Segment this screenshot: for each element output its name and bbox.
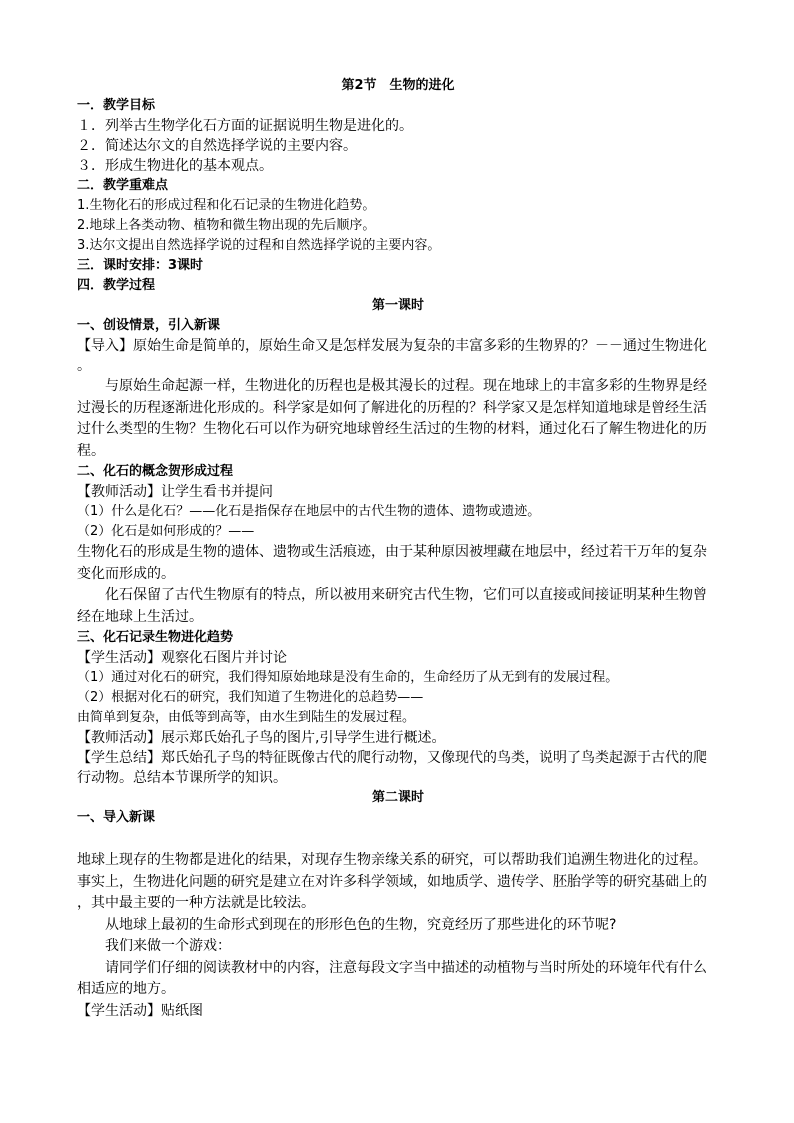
paragraph-line: 从地球上最初的生命形式到现在的形形色色的生物，究竟经历了那些进化的环节呢?: [105, 916, 617, 933]
paragraph-line: 事实上，生物进化问题的研究是建立在对许多科学领域，如地质学、遗传学、胚胎学等的研究基础上的: [77, 873, 707, 890]
teacher-activity: 【教师活动】展示郑氏始孔子鸟的图片,引导学生进行概述。: [77, 730, 446, 746]
question-line: （1）什么是化石？——化石是指保存在地层中的古代生物的遗体、遗物或遗迹。: [77, 504, 541, 519]
blank-gap: [77, 828, 719, 850]
paragraph-line: 生物化石的形成是生物的遗体、遗物或生活痕迹，由于某种原因被埋藏在地层中，经过若干万年的复杂: [77, 544, 707, 560]
lesson2-section1-heading: 一、导入新课: [77, 810, 156, 825]
keypoint-item: 2.地球上各类动物、植物和微生物出现的先后顺序。: [77, 218, 376, 233]
paragraph-line: 相适应的地方。: [77, 981, 175, 997]
lesson1-title: 第一课时: [371, 298, 424, 313]
paragraph-line: 变化而形成的。: [77, 565, 175, 582]
student-activity: 【学生活动】观察化石图片并讨论: [77, 650, 287, 666]
teacher-activity: 【教师活动】让学生看书并提问: [77, 484, 273, 500]
keypoint-item: 1.生物化石的形成过程和化石记录的生物进化趋势。: [77, 198, 376, 213]
objective-item: ２．简述达尔文的自然选择学说的主要内容。: [77, 138, 357, 154]
result-line: （2）根据对化石的研究，我们知道了生物进化的总趋势——: [77, 690, 424, 705]
result-line: 由简单到复杂，由低等到高等，由水生到陆生的发展过程。: [77, 710, 416, 725]
document-page: [77, 76, 719, 1021]
keypoint-item: 3.达尔文提出自然选择学说的过程和自然选择学说的主要内容。: [77, 238, 441, 253]
objective-item: ３．形成生物进化的基本观点。: [77, 158, 273, 174]
paragraph-line: 地球上现存的生物都是进化的结果，对现存生物亲缘关系的研究，可以帮助我们追溯生物进化的过程。: [77, 852, 707, 868]
paragraph-line: 经在地球上生活过。: [77, 608, 203, 625]
paragraph-line: 我们来做一个游戏：: [105, 938, 231, 954]
paragraph-line: 请同学们仔细的阅读教材中的内容，注意每段文字当中描述的动植物与当时所处的环境年代有什么: [105, 959, 707, 976]
paragraph-line: ，其中最主要的一种方法就是比较法。: [77, 895, 315, 911]
student-activity: 【学生活动】贴纸图: [77, 1002, 203, 1019]
result-line: （1）通过对化石的研究，我们得知原始地球是没有生命的，生命经历了从无到有的发展过程。: [77, 670, 619, 685]
lesson1-section3-heading: 三、化石记录生物进化趋势: [77, 630, 234, 645]
student-summary-line: 行动物。总结本节课所学的知识。: [77, 770, 287, 786]
paragraph-line: 与原始生命起源一样，生物进化的历程也是极其漫长的过程。现在地球上的丰富多彩的生物界是经: [105, 378, 707, 394]
page-title: 第2节 生物的进化: [341, 78, 455, 93]
lesson1-section2-heading: 二、化石的概念贺形成过程: [77, 464, 234, 479]
objectives-heading: 一．教学目标: [77, 98, 156, 113]
lesson1-section1-heading: 一、创设情景，引入新课: [77, 318, 221, 333]
objective-item: １．列举古生物学化石方面的证据说明生物是进化的。: [77, 118, 413, 134]
lesson2-title: 第二课时: [371, 790, 424, 805]
student-summary-line: 【学生总结】郑氏始孔子鸟的特征既像古代的爬行动物，又像现代的鸟类，说明了鸟类起源于古代的爬: [77, 750, 707, 766]
paragraph-line: 过漫长的历程逐渐进化形成的。科学家是如何了解进化的历程的？科学家又是怎样知道地球是曾经生活: [77, 399, 707, 416]
intro-line: 。: [77, 358, 91, 374]
schedule-heading: 三．课时安排：3课时: [77, 258, 204, 273]
process-heading: 四．教学过程: [77, 278, 156, 293]
paragraph-line: 过什么类型的生物？生物化石可以作为研究地球曾经生活过的生物的材料，通过化石了解生物进化的历: [77, 421, 707, 437]
intro-line: 【导入】原始生命是简单的，原始生命又是怎样发展为复杂的丰富多彩的生物界的？－－通过生物进化: [77, 338, 707, 354]
keypoints-heading: 二．教学重难点: [77, 178, 169, 193]
question-line: （2）化石是如何形成的？——: [77, 524, 255, 539]
paragraph-line: 程。: [77, 442, 105, 459]
paragraph-line: 化石保留了古代生物原有的特点，所以被用来研究古代生物，它们可以直接或间接证明某种生物曾: [105, 587, 707, 603]
